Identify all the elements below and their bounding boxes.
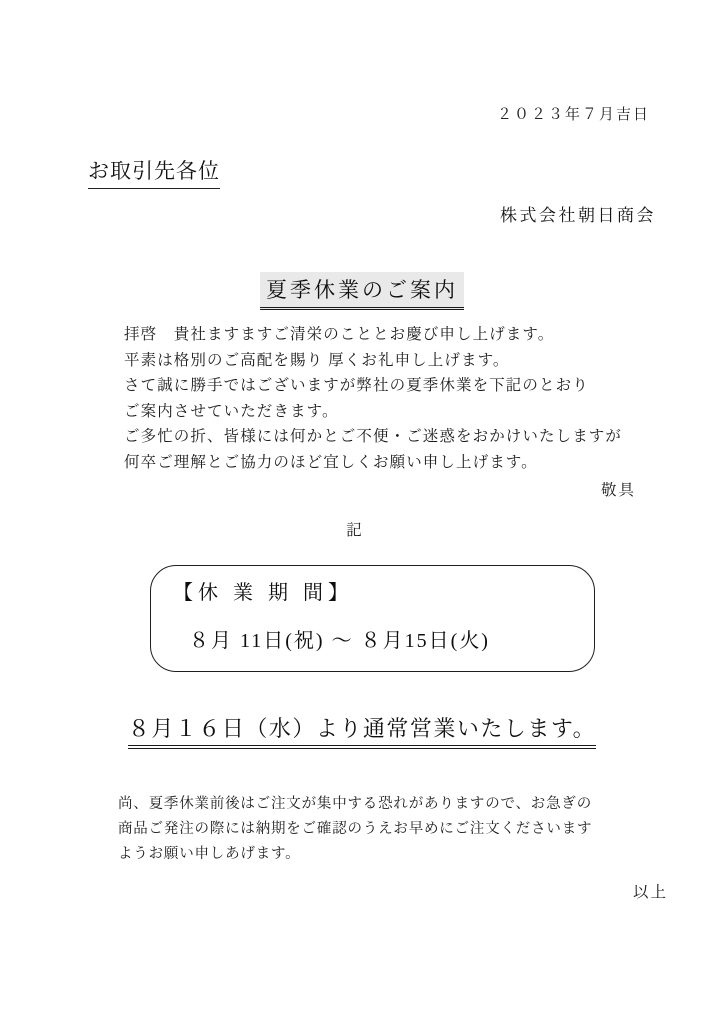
closing-paragraph (118, 792, 592, 867)
body-line: ご多忙の折、皆様には何かとご不便・ご迷惑をおかけいたしますが (124, 428, 623, 445)
closing-salutation: 敬具 (600, 482, 636, 499)
recipient-line: お取引先各位 (88, 155, 220, 189)
sender-company-name: 株式会社朝日商会 (500, 206, 656, 225)
holiday-period-heading: 【休 業 期 間】 (173, 582, 353, 604)
holiday-period-dates: ８月 11日(祝) ～ ８月15日(火) (189, 630, 490, 652)
body-line: 何卒ご理解とご協力のほど宜しくお願い申し上げます。 (124, 453, 538, 471)
closing-line: 商品ご発注の際には納期をご確認のうえお早めにご注文くださいます (118, 821, 593, 837)
body-line: 拝啓 貴社ますますご清栄のこととお慶び申し上げます。 (124, 326, 555, 343)
document-title: 夏季休業のご案内 (260, 272, 464, 310)
resume-notice-container (0, 712, 724, 749)
body-paragraph (124, 322, 622, 475)
document-title-container (0, 272, 724, 310)
resume-business-notice: ８月１６日（水）より通常営業いたします。 (128, 712, 596, 749)
holiday-period-box (150, 565, 595, 672)
body-line: ご案内させていただきます。 (124, 402, 339, 420)
document-date: ２０２３年７月吉日 (496, 107, 650, 123)
closing-line: ようお願い申しあげます。 (118, 846, 301, 862)
ki-marker: 記 (346, 522, 364, 539)
closing-line: 尚、夏季休業前後はご注文が集中する恐れがありますので、お急ぎの (118, 796, 593, 812)
body-line: 平素は格別のご高配を賜り 厚くお礼申し上げます。 (124, 351, 510, 369)
body-line: さて誠に勝手ではございますが弊社の夏季休業を下記のとおり (124, 377, 589, 394)
final-marker: 以上 (632, 884, 668, 901)
